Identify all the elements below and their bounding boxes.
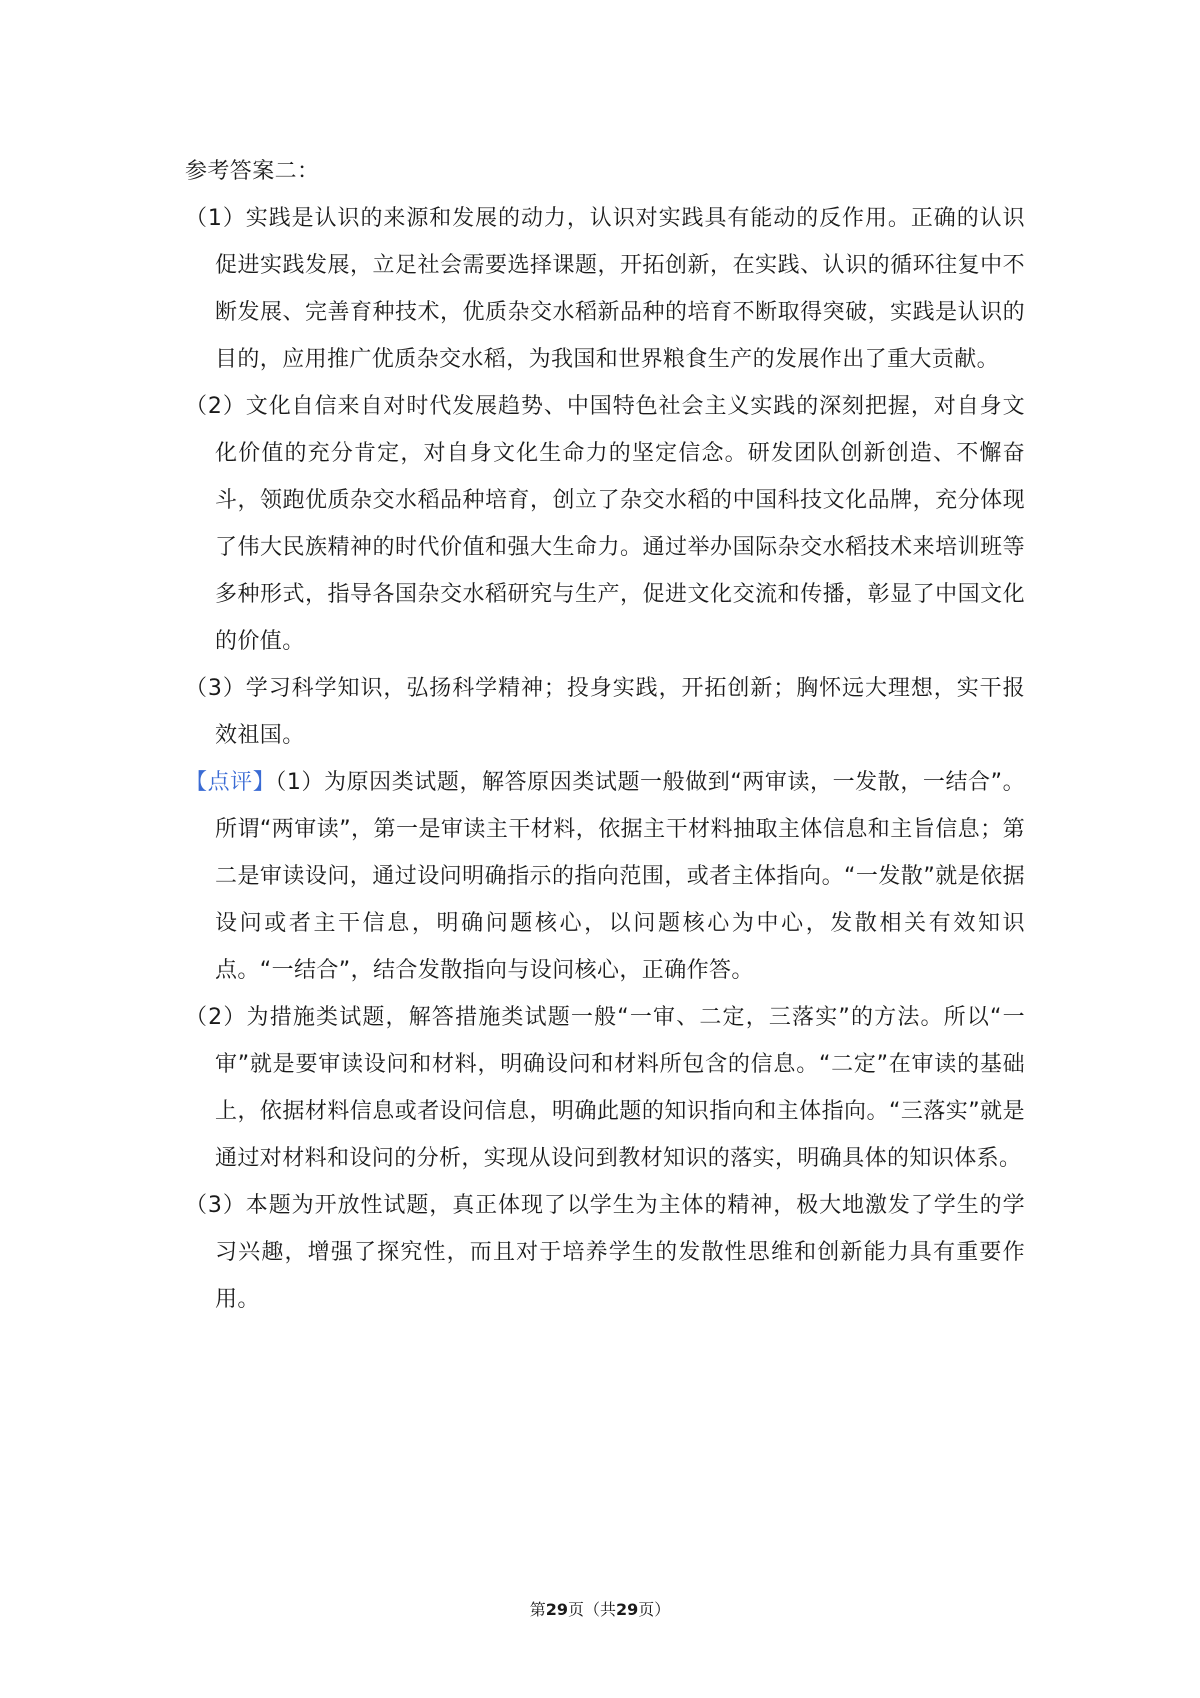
- footer-total-pages: 29: [616, 1600, 639, 1619]
- page-footer: [0, 1598, 1200, 1622]
- footer-prefix: 第: [529, 1600, 546, 1619]
- review-item-1: [185, 759, 1025, 994]
- review-tag: 【点评】: [185, 770, 276, 795]
- answer-heading: 参考答案二：: [185, 159, 320, 184]
- footer-suffix: 页）: [638, 1600, 671, 1619]
- footer-middle: 页（共: [567, 1600, 616, 1619]
- review-item-2: （2）为措施类试题，解答措施类试题一般“一审、二定，三落实”的方法。所以“一审”就是要审读设问和材料，明确设问和材料所包含的信息。“二定”在审读的基础上，依据材料信息或者设问信息，明确此题的知识指向和主体指向。“三落实”就是通过对材料和设问的分析，实现从设问到教材知识的落实，明确具体的知识体系。: [185, 1005, 1025, 1171]
- footer-page-number: 29: [545, 1600, 568, 1619]
- review-item-3: （3）本题为开放性试题，真正体现了以学生为主体的精神，极大地激发了学生的学习兴趣，增强了探究性，而且对于培养学生的发散性思维和创新能力具有重要作用。: [185, 1193, 1025, 1312]
- answer-item-2: （2）文化自信来自对时代发展趋势、中国特色社会主义实践的深刻把握，对自身文化价值的充分肯定，对自身文化生命力的坚定信念。研发团队创新创造、不懈奋斗，领跑优质杂交水稻品种培育，创立了杂交水稻的中国科技文化品牌，充分体现了伟大民族精神的时代价值和强大生命力。通过举办国际杂交水稻技术来培训班等多种形式，指导各国杂交水稻研究与生产，促进文化交流和传播，彰显了中国文化的价值。: [185, 394, 1025, 654]
- review-item-1-text: （1）为原因类试题，解答原因类试题一般做到“两审读，一发散，一结合”。所谓“两审读”，第一是审读主干材料，依据主干材料抽取主体信息和主旨信息；第二是审读设问，通过设问明确指示的指向范围，或者主体指向。“一发散”就是依据设问或者主干信息，明确问题核心，以问题核心为中心，发散相关有效知识点。“一结合”，结合发散指向与设问核心，正确作答。: [215, 770, 1025, 983]
- answer-item-3: （3）学习科学知识，弘扬科学精神；投身实践，开拓创新；胸怀远大理想，实干报效祖国。: [185, 676, 1025, 748]
- page-content: [185, 148, 1025, 1323]
- answer-item-1: （1）实践是认识的来源和发展的动力，认识对实践具有能动的反作用。正确的认识促进实践发展，立足社会需要选择课题，开拓创新，在实践、认识的循环往复中不断发展、完善育种技术，优质杂交水稻新品种的培育不断取得突破，实践是认识的目的，应用推广优质杂交水稻，为我国和世界粮食生产的发展作出了重大贡献。: [185, 206, 1025, 372]
